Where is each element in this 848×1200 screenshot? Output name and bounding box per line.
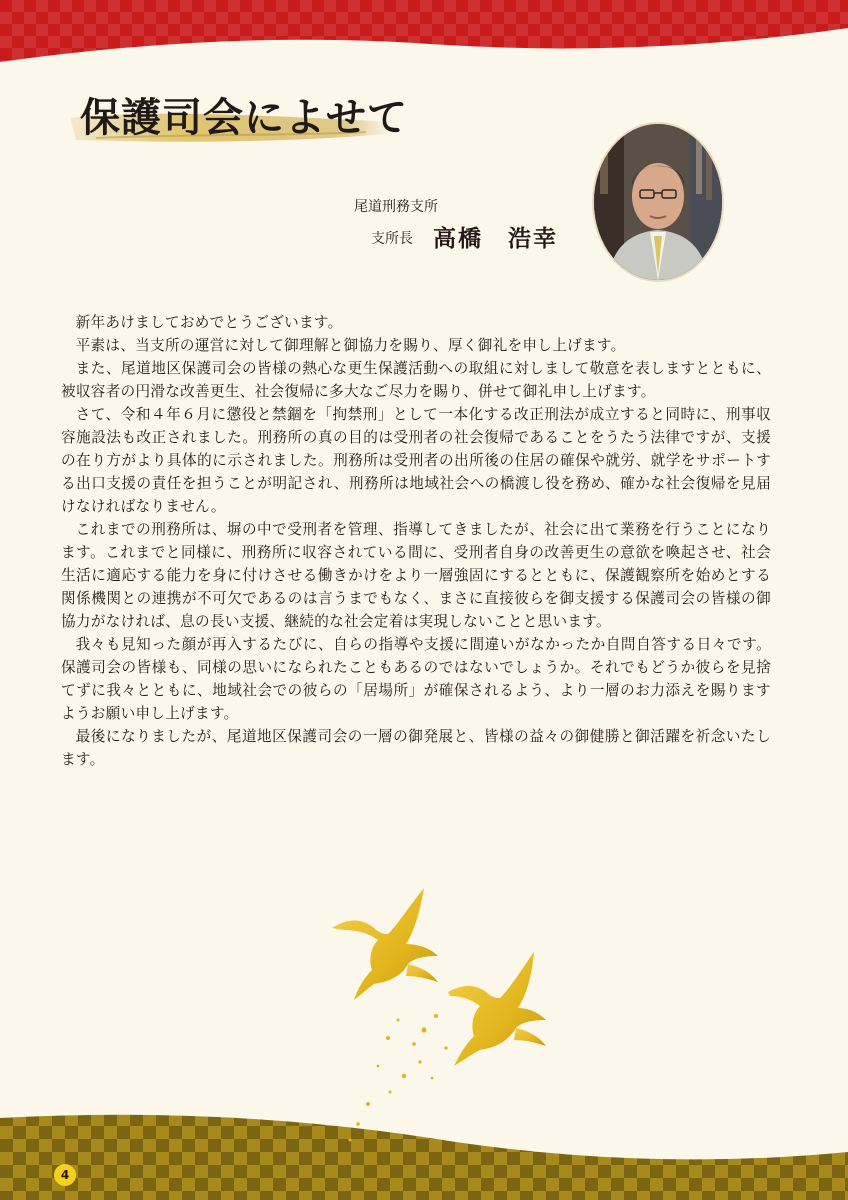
paragraph: 平素は、当支所の運営に対して御理解と御協力を賜り、厚く御礼を申し上げます。 <box>75 337 626 354</box>
flying-cranes-icon <box>328 878 558 1158</box>
paragraph: 最後になりましたが、尾道地区保護司会の一層の御発展と、皆様の益々の御健勝と御活躍を祈念いたします。 <box>61 728 771 768</box>
title-block <box>66 74 408 154</box>
author-role: 支所長 <box>371 231 413 247</box>
paragraph: さて、令和４年６月に懲役と禁錮を「拘禁刑」として一本化する改正刑法が成立すると同時に、刑事収容施設法も改正されました。刑務所の真の目的は受刑者の社会復帰であることをうたう法律ですが、支援の在り方がより具体的に示されました。刑務所は受刑者の出所後の住居の確保や就労、就学をサポートする出口支援の責任を担うことが明記され、刑務所は地域社会への橋渡し役を務め、確かな社会復帰を見届けなければなりません。 <box>61 406 771 515</box>
article-body <box>61 311 771 771</box>
author-name: 高橋 浩幸 <box>433 225 558 252</box>
author-affiliation: 尾道刑務支所 <box>354 199 438 215</box>
page-title: 保護司会によせて <box>80 94 408 141</box>
portrait-photo <box>594 124 722 280</box>
paragraph: また、尾道地区保護司会の皆様の熱心な更生保護活動への取組に対しまして敬意を表しますとともに、被収容者の円滑な改善更生、社会復帰に多大なご尽力を賜り、併せて御礼申し上げます。 <box>61 360 771 400</box>
paragraph: 我々も見知った顔が再入するたびに、自らの指導や支援に間違いがなかったか自問自答する日々です。保護司会の皆様も、同様の思いになられたこともあるのではないでしょうか。それでもどうか彼らを見捨てずに我々とともに、地域社会での彼らの「居場所」が確保されるよう、より一層のお力添えを賜りますようお願い申し上げます。 <box>61 636 771 722</box>
paragraph: これまでの刑務所は、塀の中で受刑者を管理、指導してきましたが、社会に出て業務を行うことになります。これまでと同様に、刑務所に収容されている間に、受刑者自身の改善更生の意欲を喚起させ、社会生活に適応する能力を身に付けさせる働きかけをより一層強固にするとともに、保護観察所を始めとする関係機関との連携が不可欠であるのは言うまでもなく、まさに直接彼らを御支援する保護司会の皆様の御協力がなければ、息の長い支援、継続的な社会定着は実現しないことと思います。 <box>61 521 771 630</box>
portrait-illustration <box>594 124 722 280</box>
page-number-badge: 4 <box>54 1164 76 1186</box>
paragraph: 新年あけましておめでとうございます。 <box>75 314 343 331</box>
